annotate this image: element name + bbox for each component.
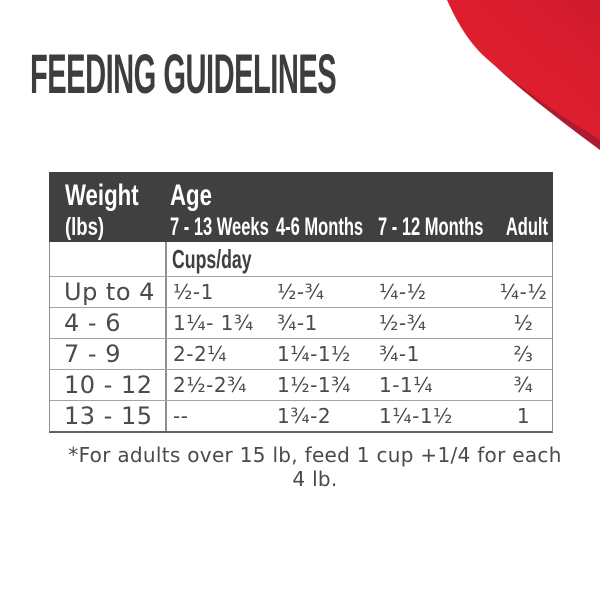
units-row [50, 242, 552, 276]
value-cell: 1½-1¾ [277, 373, 351, 397]
value-cell: ¼-½ [499, 280, 548, 304]
weight-cell: 4 - 6 [64, 309, 121, 337]
table-row [50, 338, 552, 369]
value-cell: 2-2¼ [165, 339, 271, 369]
header-weight-label: Weight [65, 179, 139, 212]
value-cell: ¾-1 [379, 342, 420, 366]
value-cell: ¾ [513, 373, 534, 397]
header-col-adult: Adult [505, 213, 549, 241]
header-col-4-6-months: 4-6 Months [276, 213, 364, 241]
red-swoosh-graphic [440, 0, 600, 160]
value-cell: 1-1¼ [379, 373, 434, 397]
units-row-empty-cell [50, 242, 165, 276]
weight-cell: 10 - 12 [64, 371, 153, 399]
value-cell: 1¼- 1¾ [165, 308, 271, 338]
table-body [49, 242, 553, 433]
footnote-text: *For adults over 15 lb, feed 1 cup +1/4 for each 4 lb. [68, 443, 562, 491]
value-cell: ⅔ [513, 342, 534, 366]
page-title: FEEDING GUIDELINES [30, 42, 337, 105]
value-cell: -- [165, 401, 271, 431]
feeding-table [49, 172, 553, 433]
value-cell: ½ [513, 311, 534, 335]
header-age-label: Age [170, 179, 212, 212]
value-cell: ½-1 [165, 277, 271, 307]
table-row [50, 400, 552, 431]
weight-cell: 7 - 9 [64, 340, 121, 368]
value-cell: 1 [516, 404, 531, 428]
weight-cell: Up to 4 [64, 278, 155, 306]
value-cell: 1¼-1½ [379, 404, 453, 428]
table-row [50, 369, 552, 400]
value-cell: ¾-1 [277, 311, 318, 335]
table-row [50, 307, 552, 338]
header-col-7-12-months: 7 - 12 Months [378, 213, 484, 241]
value-cell: ½-¾ [379, 311, 427, 335]
table-header [49, 172, 553, 242]
units-label: Cups/day [165, 242, 552, 276]
header-col-7-13-weeks: 7 - 13 Weeks [170, 213, 269, 241]
value-cell: ¼-½ [379, 280, 427, 304]
value-cell: ½-¾ [277, 280, 325, 304]
value-cell: 2½-2¾ [165, 370, 271, 400]
weight-cell: 13 - 15 [64, 402, 153, 430]
header-weight-unit: (lbs) [65, 213, 105, 241]
value-cell: 1¾-2 [277, 404, 332, 428]
table-row [50, 276, 552, 307]
value-cell: 1¼-1½ [277, 342, 351, 366]
